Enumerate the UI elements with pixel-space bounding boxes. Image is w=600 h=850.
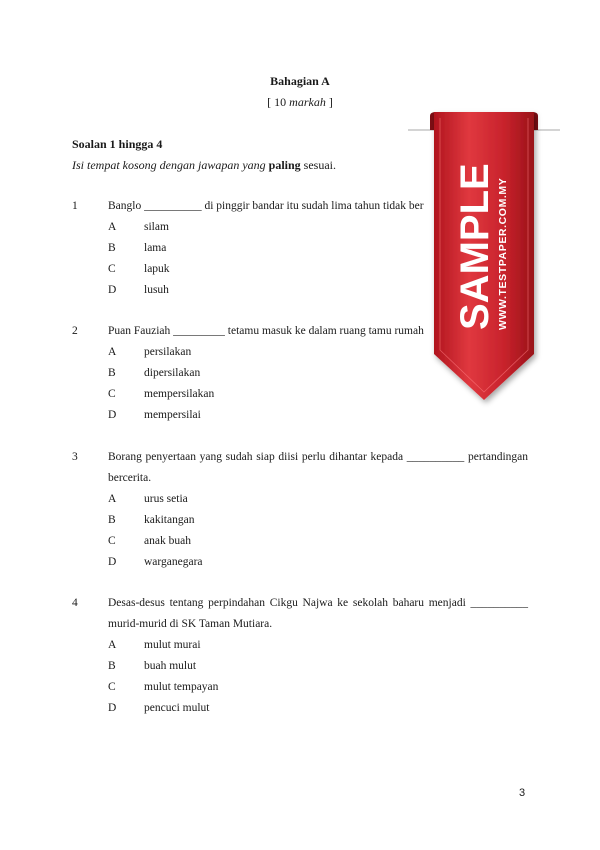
sample-ribbon-watermark xyxy=(400,108,570,408)
option-text: lapuk xyxy=(144,263,170,275)
option-text: mulut tempayan xyxy=(144,681,219,693)
option-letter: D xyxy=(108,409,117,421)
question-3 xyxy=(72,447,528,573)
question-text: Puan Fauziah _________ tetamu masuk ke dalam ruang tamu rumah xyxy=(108,325,424,337)
option-letter: A xyxy=(108,346,117,358)
option-letter: A xyxy=(108,221,117,233)
question-number: 3 xyxy=(72,451,78,463)
question-number: 1 xyxy=(72,200,78,212)
question-number: 4 xyxy=(72,597,78,609)
website-text: WWW.TESTPAPER.COM.MY xyxy=(497,177,509,330)
option-text: anak buah xyxy=(144,535,191,547)
option-text: mulut murai xyxy=(144,639,201,651)
option-b[interactable] xyxy=(108,510,528,531)
marks-close: ] xyxy=(325,95,333,109)
option-c[interactable] xyxy=(108,531,528,552)
page-number: 3 xyxy=(519,787,526,799)
option-letter: A xyxy=(108,493,117,505)
section-heading: Bahagian A xyxy=(270,74,330,88)
option-letter: C xyxy=(108,535,116,547)
option-letter: D xyxy=(108,556,117,568)
option-a[interactable] xyxy=(108,635,528,656)
option-b[interactable] xyxy=(108,656,528,677)
option-d[interactable] xyxy=(108,405,528,426)
option-text: buah mulut xyxy=(144,660,197,672)
instruction-text xyxy=(72,158,336,173)
option-text: warganegara xyxy=(144,556,203,568)
option-d[interactable] xyxy=(108,698,528,719)
option-text: pencuci mulut xyxy=(144,702,210,714)
question-4 xyxy=(72,593,528,719)
option-text: urus setia xyxy=(144,493,188,505)
option-c[interactable] xyxy=(108,677,528,698)
option-text: lusuh xyxy=(144,284,169,296)
option-letter: B xyxy=(108,367,116,379)
option-text: mempersilai xyxy=(144,409,201,421)
question-range-title: Soalan 1 hingga 4 xyxy=(72,137,163,151)
option-letter: C xyxy=(108,388,116,400)
option-letter: C xyxy=(108,263,116,275)
marks-word: markah xyxy=(289,95,326,109)
instruction-end: sesuai. xyxy=(300,158,336,172)
marks-open: [ 10 xyxy=(267,95,290,109)
option-text: lama xyxy=(144,242,167,254)
option-a[interactable] xyxy=(108,489,528,510)
question-text: Banglo __________ di pinggir bandar itu sudah lima tahun tidak ber xyxy=(108,200,424,212)
option-letter: A xyxy=(108,639,117,651)
question-text: Borang penyertaan yang sudah siap diisi perlu dihantar kepada __________ pertandingan bercerita. xyxy=(108,451,528,484)
option-d[interactable] xyxy=(108,552,528,573)
option-text: mempersilakan xyxy=(144,388,215,400)
option-letter: D xyxy=(108,702,117,714)
option-text: silam xyxy=(144,221,169,233)
question-text: Desas-desus tentang perpindahan Cikgu Najwa ke sekolah baharu menjadi __________ murid-murid di SK Taman Mutiara. xyxy=(108,597,528,630)
option-letter: C xyxy=(108,681,116,693)
option-letter: D xyxy=(108,284,117,296)
sample-text: SAMPLE xyxy=(453,163,497,330)
option-letter: B xyxy=(108,514,116,526)
instruction-italic: Isi tempat kosong dengan jawapan yang xyxy=(72,158,269,172)
option-text: kakitangan xyxy=(144,514,195,526)
question-number: 2 xyxy=(72,325,78,337)
option-text: dipersilakan xyxy=(144,367,201,379)
option-letter: B xyxy=(108,242,116,254)
option-letter: B xyxy=(108,660,116,672)
instruction-bold: paling xyxy=(268,158,301,172)
option-text: persilakan xyxy=(144,346,192,358)
